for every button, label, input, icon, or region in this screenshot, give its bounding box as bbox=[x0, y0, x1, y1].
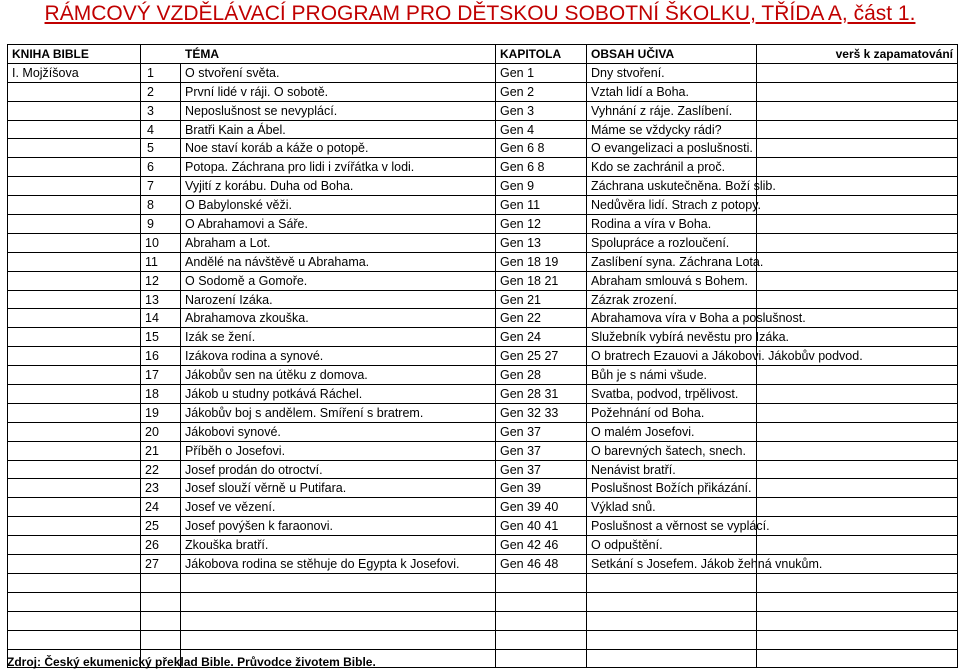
empty-cell bbox=[757, 573, 958, 592]
cell-content: Dny stvoření. bbox=[587, 63, 757, 82]
empty-cell bbox=[496, 592, 587, 611]
empty-cell bbox=[587, 611, 757, 630]
cell-chapter: Gen 21 bbox=[496, 290, 587, 309]
cell-topic: Jákobův sen na útěku z domova. bbox=[181, 366, 496, 385]
cell-book bbox=[8, 479, 141, 498]
cell-chapter: Gen 40 41 bbox=[496, 517, 587, 536]
cell-chapter: Gen 42 46 bbox=[496, 536, 587, 555]
cell-topic: Narození Izáka. bbox=[181, 290, 496, 309]
cell-content: Zaslíbení syna. Záchrana Lota. bbox=[587, 252, 757, 271]
header-row bbox=[8, 45, 958, 64]
cell-lesson-number: 21 bbox=[141, 441, 181, 460]
cell-lesson-number: 1 bbox=[141, 63, 181, 82]
cell-chapter: Gen 37 bbox=[496, 422, 587, 441]
cell-chapter: Gen 22 bbox=[496, 309, 587, 328]
cell-content: O malém Josefovi. bbox=[587, 422, 757, 441]
cell-book bbox=[8, 498, 141, 517]
cell-content: Požehnání od Boha. bbox=[587, 403, 757, 422]
cell-book bbox=[8, 196, 141, 215]
cell-chapter: Gen 18 21 bbox=[496, 271, 587, 290]
cell-book: I. Mojžíšova bbox=[8, 63, 141, 82]
cell-content: Záchrana uskutečněna. Boží slib. bbox=[587, 177, 757, 196]
empty-cell bbox=[496, 573, 587, 592]
cell-content: Vyhnání z ráje. Zaslíbení. bbox=[587, 101, 757, 120]
cell-chapter: Gen 6 8 bbox=[496, 158, 587, 177]
cell-chapter: Gen 39 bbox=[496, 479, 587, 498]
empty-row bbox=[8, 573, 958, 592]
cell-topic: Andělé na návštěvě u Abrahama. bbox=[181, 252, 496, 271]
cell-verse bbox=[757, 441, 958, 460]
cell-book bbox=[8, 139, 141, 158]
empty-cell bbox=[587, 592, 757, 611]
cell-content: Svatba, podvod, trpělivost. bbox=[587, 385, 757, 404]
cell-verse bbox=[757, 290, 958, 309]
cell-topic: Josef povýšen k faraonovi. bbox=[181, 517, 496, 536]
cell-book bbox=[8, 422, 141, 441]
cell-book bbox=[8, 158, 141, 177]
cell-content: Abraham smlouvá s Bohem. bbox=[587, 271, 757, 290]
empty-cell bbox=[8, 592, 141, 611]
empty-cell bbox=[141, 592, 181, 611]
cell-chapter: Gen 39 40 bbox=[496, 498, 587, 517]
empty-cell bbox=[757, 592, 958, 611]
header-chapter: KAPITOLA bbox=[496, 45, 587, 64]
cell-lesson-number: 13 bbox=[141, 290, 181, 309]
cell-book bbox=[8, 252, 141, 271]
cell-lesson-number: 9 bbox=[141, 215, 181, 234]
table-body bbox=[8, 45, 958, 668]
cell-lesson-number: 19 bbox=[141, 403, 181, 422]
cell-verse bbox=[757, 403, 958, 422]
cell-lesson-number: 23 bbox=[141, 479, 181, 498]
cell-book bbox=[8, 460, 141, 479]
cell-chapter: Gen 6 8 bbox=[496, 139, 587, 158]
empty-cell bbox=[496, 649, 587, 668]
cell-book bbox=[8, 215, 141, 234]
cell-chapter: Gen 25 27 bbox=[496, 347, 587, 366]
cell-verse bbox=[757, 233, 958, 252]
table-row bbox=[8, 82, 958, 101]
cell-verse bbox=[757, 536, 958, 555]
table-row bbox=[8, 63, 958, 82]
header-verse: verš k zapamatování bbox=[757, 45, 958, 64]
empty-cell bbox=[496, 630, 587, 649]
cell-verse bbox=[757, 120, 958, 139]
cell-lesson-number: 15 bbox=[141, 328, 181, 347]
empty-row bbox=[8, 611, 958, 630]
header-content: OBSAH UČIVA bbox=[587, 45, 757, 64]
table-row bbox=[8, 215, 958, 234]
curriculum-table bbox=[7, 44, 958, 668]
table-row bbox=[8, 309, 958, 328]
cell-topic: Noe staví koráb a káže o potopě. bbox=[181, 139, 496, 158]
cell-lesson-number: 11 bbox=[141, 252, 181, 271]
cell-verse bbox=[757, 196, 958, 215]
cell-topic: O Abrahamovi a Sáře. bbox=[181, 215, 496, 234]
cell-verse bbox=[757, 139, 958, 158]
cell-verse bbox=[757, 215, 958, 234]
cell-topic: Jákob u studny potkává Ráchel. bbox=[181, 385, 496, 404]
table-row bbox=[8, 177, 958, 196]
cell-topic: O Sodomě a Gomoře. bbox=[181, 271, 496, 290]
empty-cell bbox=[587, 630, 757, 649]
empty-cell bbox=[757, 630, 958, 649]
cell-chapter: Gen 2 bbox=[496, 82, 587, 101]
cell-content: Bůh je s námi všude. bbox=[587, 366, 757, 385]
cell-verse bbox=[757, 517, 958, 536]
table-row bbox=[8, 158, 958, 177]
table-row bbox=[8, 139, 958, 158]
cell-book bbox=[8, 309, 141, 328]
cell-chapter: Gen 28 31 bbox=[496, 385, 587, 404]
cell-chapter: Gen 37 bbox=[496, 441, 587, 460]
cell-book bbox=[8, 271, 141, 290]
table-row bbox=[8, 385, 958, 404]
cell-topic: Abraham a Lot. bbox=[181, 233, 496, 252]
cell-lesson-number: 4 bbox=[141, 120, 181, 139]
cell-verse bbox=[757, 158, 958, 177]
cell-content: Kdo se zachránil a proč. bbox=[587, 158, 757, 177]
table-row bbox=[8, 196, 958, 215]
cell-chapter: Gen 3 bbox=[496, 101, 587, 120]
cell-topic: Josef prodán do otroctví. bbox=[181, 460, 496, 479]
empty-cell bbox=[181, 592, 496, 611]
cell-book bbox=[8, 120, 141, 139]
empty-cell bbox=[181, 611, 496, 630]
cell-topic: O stvoření světa. bbox=[181, 63, 496, 82]
empty-cell bbox=[141, 573, 181, 592]
cell-content: Rodina a víra v Boha. bbox=[587, 215, 757, 234]
empty-cell bbox=[757, 611, 958, 630]
cell-lesson-number: 7 bbox=[141, 177, 181, 196]
cell-content: Poslušnost a věrnost se vyplácí. bbox=[587, 517, 757, 536]
table-row bbox=[8, 441, 958, 460]
cell-book bbox=[8, 101, 141, 120]
empty-cell bbox=[141, 611, 181, 630]
empty-cell bbox=[141, 630, 181, 649]
cell-book bbox=[8, 347, 141, 366]
table-row bbox=[8, 252, 958, 271]
cell-lesson-number: 17 bbox=[141, 366, 181, 385]
cell-book bbox=[8, 403, 141, 422]
cell-book bbox=[8, 177, 141, 196]
cell-lesson-number: 14 bbox=[141, 309, 181, 328]
table-row bbox=[8, 328, 958, 347]
cell-book bbox=[8, 385, 141, 404]
cell-topic: Abrahamova zkouška. bbox=[181, 309, 496, 328]
empty-cell bbox=[8, 573, 141, 592]
cell-chapter: Gen 32 33 bbox=[496, 403, 587, 422]
cell-chapter: Gen 13 bbox=[496, 233, 587, 252]
empty-cell bbox=[496, 611, 587, 630]
table-row bbox=[8, 347, 958, 366]
table-row bbox=[8, 101, 958, 120]
empty-cell bbox=[587, 649, 757, 668]
cell-content: O bratrech Ezauovi a Jákobovi. Jákobův podvod. bbox=[587, 347, 757, 366]
empty-row bbox=[8, 592, 958, 611]
cell-verse bbox=[757, 63, 958, 82]
cell-chapter: Gen 46 48 bbox=[496, 555, 587, 574]
cell-content: Zázrak zrození. bbox=[587, 290, 757, 309]
cell-content: Nenávist bratří. bbox=[587, 460, 757, 479]
cell-topic: Vyjití z korábu. Duha od Boha. bbox=[181, 177, 496, 196]
cell-lesson-number: 6 bbox=[141, 158, 181, 177]
empty-cell bbox=[587, 573, 757, 592]
cell-verse bbox=[757, 479, 958, 498]
cell-chapter: Gen 9 bbox=[496, 177, 587, 196]
cell-chapter: Gen 18 19 bbox=[496, 252, 587, 271]
cell-topic: Zkouška bratří. bbox=[181, 536, 496, 555]
cell-chapter: Gen 24 bbox=[496, 328, 587, 347]
empty-cell bbox=[8, 611, 141, 630]
cell-content: Vztah lidí a Boha. bbox=[587, 82, 757, 101]
table-row bbox=[8, 460, 958, 479]
cell-chapter: Gen 1 bbox=[496, 63, 587, 82]
cell-lesson-number: 16 bbox=[141, 347, 181, 366]
cell-topic: Izákova rodina a synové. bbox=[181, 347, 496, 366]
empty-cell bbox=[181, 630, 496, 649]
cell-book bbox=[8, 233, 141, 252]
cell-topic: První lidé v ráji. O sobotě. bbox=[181, 82, 496, 101]
cell-lesson-number: 12 bbox=[141, 271, 181, 290]
cell-book bbox=[8, 536, 141, 555]
cell-content: Služebník vybírá nevěstu pro Izáka. bbox=[587, 328, 757, 347]
cell-content: O odpuštění. bbox=[587, 536, 757, 555]
cell-book bbox=[8, 441, 141, 460]
cell-book bbox=[8, 517, 141, 536]
cell-lesson-number: 26 bbox=[141, 536, 181, 555]
cell-topic: Jákobův boj s andělem. Smíření s bratrem. bbox=[181, 403, 496, 422]
table-row bbox=[8, 366, 958, 385]
table-row bbox=[8, 271, 958, 290]
cell-book bbox=[8, 328, 141, 347]
cell-lesson-number: 2 bbox=[141, 82, 181, 101]
cell-lesson-number: 22 bbox=[141, 460, 181, 479]
cell-topic: Josef slouží věrně u Putifara. bbox=[181, 479, 496, 498]
cell-content: Výklad snů. bbox=[587, 498, 757, 517]
cell-chapter: Gen 28 bbox=[496, 366, 587, 385]
cell-verse bbox=[757, 252, 958, 271]
table-row bbox=[8, 536, 958, 555]
cell-book bbox=[8, 366, 141, 385]
header-topic: TÉMA bbox=[141, 45, 496, 64]
cell-lesson-number: 3 bbox=[141, 101, 181, 120]
cell-topic: Izák se žení. bbox=[181, 328, 496, 347]
empty-cell bbox=[757, 649, 958, 668]
cell-topic: O Babylonské věži. bbox=[181, 196, 496, 215]
cell-topic: Bratři Kain a Ábel. bbox=[181, 120, 496, 139]
cell-lesson-number: 5 bbox=[141, 139, 181, 158]
cell-chapter: Gen 11 bbox=[496, 196, 587, 215]
table-row bbox=[8, 403, 958, 422]
cell-content: Máme se vždycky rádi? bbox=[587, 120, 757, 139]
cell-verse bbox=[757, 82, 958, 101]
cell-book bbox=[8, 82, 141, 101]
table-row bbox=[8, 120, 958, 139]
cell-verse bbox=[757, 422, 958, 441]
cell-content: Abrahamova víra v Boha a poslušnost. bbox=[587, 309, 757, 328]
cell-verse bbox=[757, 271, 958, 290]
cell-content: Setkání s Josefem. Jákob žehná vnukům. bbox=[587, 555, 757, 574]
header-book: KNIHA BIBLE bbox=[8, 45, 141, 64]
table-row bbox=[8, 498, 958, 517]
cell-topic: Jákobova rodina se stěhuje do Egypta k Josefovi. bbox=[181, 555, 496, 574]
cell-chapter: Gen 4 bbox=[496, 120, 587, 139]
cell-chapter: Gen 12 bbox=[496, 215, 587, 234]
table-row bbox=[8, 479, 958, 498]
cell-lesson-number: 27 bbox=[141, 555, 181, 574]
page-title: RÁMCOVÝ VZDĚLÁVACÍ PROGRAM PRO DĚTSKOU SOBOTNÍ ŠKOLKU, TŘÍDA A, část 1. bbox=[44, 2, 916, 25]
cell-verse bbox=[757, 498, 958, 517]
cell-book bbox=[8, 555, 141, 574]
cell-lesson-number: 10 bbox=[141, 233, 181, 252]
source-note: Zdroj: Český ekumenický překlad Bible. Průvodce životem Bible. bbox=[7, 655, 376, 669]
cell-content: O barevných šatech, snech. bbox=[587, 441, 757, 460]
cell-verse bbox=[757, 460, 958, 479]
table-row bbox=[8, 517, 958, 536]
cell-lesson-number: 8 bbox=[141, 196, 181, 215]
cell-content: Poslušnost Božích přikázání. bbox=[587, 479, 757, 498]
cell-topic: Neposlušnost se nevyplácí. bbox=[181, 101, 496, 120]
cell-lesson-number: 25 bbox=[141, 517, 181, 536]
cell-topic: Josef ve vězení. bbox=[181, 498, 496, 517]
cell-verse bbox=[757, 385, 958, 404]
table-row bbox=[8, 555, 958, 574]
empty-cell bbox=[8, 630, 141, 649]
cell-lesson-number: 24 bbox=[141, 498, 181, 517]
table-row bbox=[8, 233, 958, 252]
table-row bbox=[8, 422, 958, 441]
cell-lesson-number: 20 bbox=[141, 422, 181, 441]
cell-topic: Příběh o Josefovi. bbox=[181, 441, 496, 460]
cell-verse bbox=[757, 101, 958, 120]
cell-content: Spolupráce a rozloučení. bbox=[587, 233, 757, 252]
cell-content: O evangelizaci a poslušnosti. bbox=[587, 139, 757, 158]
cell-book bbox=[8, 290, 141, 309]
empty-row bbox=[8, 630, 958, 649]
cell-verse bbox=[757, 366, 958, 385]
cell-topic: Jákobovi synové. bbox=[181, 422, 496, 441]
empty-cell bbox=[181, 573, 496, 592]
table-row bbox=[8, 290, 958, 309]
cell-content: Nedůvěra lidí. Strach z potopy. bbox=[587, 196, 757, 215]
cell-verse bbox=[757, 177, 958, 196]
cell-lesson-number: 18 bbox=[141, 385, 181, 404]
cell-topic: Potopa. Záchrana pro lidi i zvířátka v lodi. bbox=[181, 158, 496, 177]
cell-chapter: Gen 37 bbox=[496, 460, 587, 479]
